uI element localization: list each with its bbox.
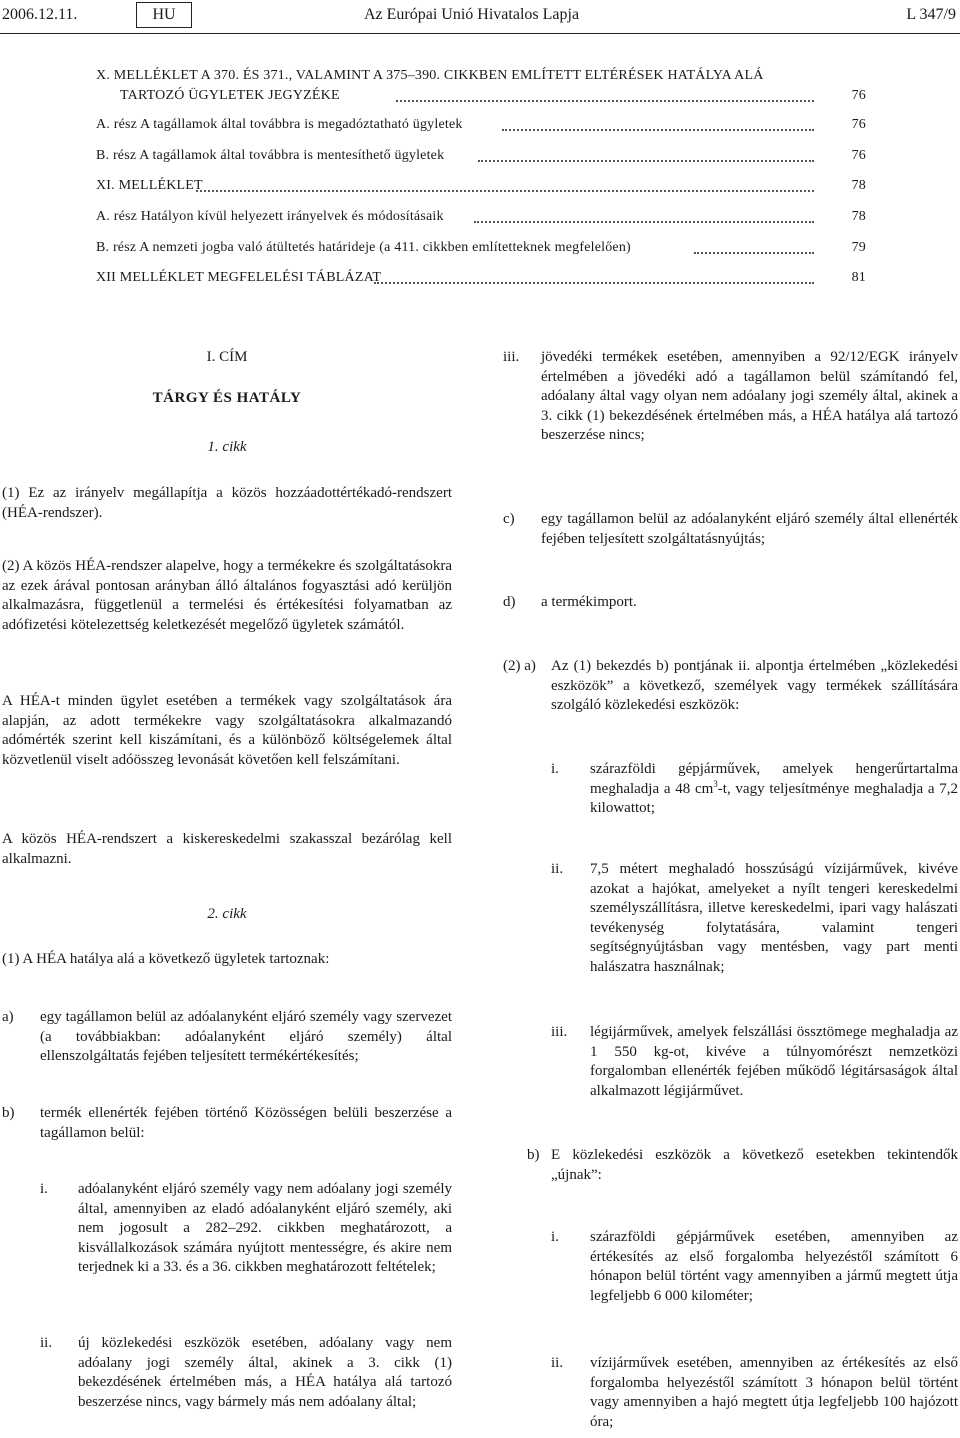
language-badge: HU <box>136 2 192 28</box>
title-heading: I. CÍM <box>206 349 248 365</box>
new-i-label: i. <box>551 1229 559 1245</box>
article-2-heading: 2. cikk <box>207 906 247 922</box>
toc-item-page: 81 <box>851 270 866 285</box>
item-b-text: termék ellenérték fejében történő Közösségen belüli beszerzése a tagállamon belül: <box>40 1105 452 1141</box>
vehicle-iii-text: légijárművek, amelyek felszállási össztömege meghaladja az 1 550 kg-ot, kivéve a túlnyomórészt nemzetközi forgalomban ellenérték fejében működő légitársaságok által alkalmazott légijárművet. <box>590 1024 958 1099</box>
journal-title: Az Európai Unió Hivatalos Lapja <box>364 6 580 23</box>
vehicle-i-text: szárazföldi gépjárművek, amelyek hengerűrtartalma meghaladja a 48 $cm^3-t$, vagy teljesítménye meghaladja a 7,2 kilowattot; <box>590 761 958 816</box>
paragraph-2a-text: Az (1) bekezdés b) pontjának ii. alpontja értelmében „közlekedési eszközök” a következő, személyek vagy termékek szállítására szolgáló közlekedési eszközök: <box>551 658 958 713</box>
toc-item-page: 78 <box>851 209 866 224</box>
toc-item-text: A. rész A tagállamok által továbbra is megadóztatható ügyletek <box>96 117 463 132</box>
toc-title: X. MELLÉKLET A 370. ÉS 371., VALAMINT A 375–390. CIKKBEN EMLÍTETT ELTÉRÉSEK HATÁLYA ALÁ <box>96 68 764 83</box>
vehicle-ii-text: 7,5 métert meghaladó hosszúságú vízijárművek, kivéve azokat a hajókat, amelyeket a nyílt tengeri kereskedelmi személyszállításra, illetve kereskedelmi, ipari vagy halászati tevékenység folytatására, valamint tengeri segítségnyújtásban vagy mentésben, vagy part menti halászatra használnak; <box>590 861 958 975</box>
vehicle-ii-label: ii. <box>551 861 564 877</box>
toc-item-page: 79 <box>851 240 866 255</box>
item-b-ii-text: új közlekedési eszközök esetében, adóalany vagy nem adóalany jogi személy által, akinek a 3. cikk (1) bekezdésének értelmében más, a HÉA hatálya alá tartozó beszerzése nincs, vagy bármely más nem adóalany által; <box>78 1335 452 1410</box>
toc-item-text: XI. MELLÉKLET <box>96 178 203 193</box>
item-b-iii-label: iii. <box>503 349 520 365</box>
paragraph-2a-label: (2) a) <box>503 658 536 674</box>
article-1-paragraph-1: (1) Ez az irányelv megállapítja a közös hozzáadottértékadó-rendszert (HÉA-rendszer). <box>2 485 452 521</box>
item-b-iii-text: jövedéki termékek esetében, amennyiben a 92/12/EGK irányelv értelmében a jövedéki adó a tagállamon belül számítandó fel, adóalany által vagy olyan nem adóalany jogi személy által, akinek a 3. cikk (1) bekezdésének értelmében más, a HÉA hatálya alá tartozó beszerzése nincs; <box>541 349 958 443</box>
article-1-paragraph-4: A közös HÉA-rendszert a kiskereskedelmi szakasszal bezárólag kell alkalmazni. <box>2 831 452 867</box>
cubic-superscript: 3 <box>713 778 718 789</box>
toc-item-page: 78 <box>851 178 866 193</box>
vehicle-i-label: i. <box>551 761 559 777</box>
toc-item-page: 76 <box>851 88 866 103</box>
header-date: 2006.12.11. <box>2 6 78 23</box>
subtitle-heading: TÁRGY ÉS HATÁLY <box>152 390 302 406</box>
item-d-text: a termékimport. <box>541 594 637 610</box>
article-2-paragraph-1: (1) A HÉA hatálya alá a következő ügyletek tartoznak: <box>2 951 330 967</box>
toc-item-text: TARTOZÓ ÜGYLETEK JEGYZÉKE <box>120 88 340 103</box>
new-i-text: szárazföldi gépjárművek esetében, amennyiben az értékesítés az első forgalomba helyezéstől számított 6 hónapon belül történt vagy amennyiben a jármű megtett útja legfeljebb 6 000 kilométer; <box>590 1229 958 1304</box>
item-c-text: egy tagállamon belül az adóalanyként eljáró személy által ellenérték fejében teljesített szolgáltatásnyújtás; <box>541 511 958 547</box>
article-1-paragraph-2: (2) A közös HÉA-rendszer alapelve, hogy a termékekre és szolgáltatásokra az ezek árával pontosan arányban álló általános fogyasztási adó kerüljön alkalmazásra, függetlenül a termelési és értékesítési folyamatban az adófizetési kötelezettség keletkezését megelőző ügyletek számától. <box>2 558 452 633</box>
header-page-number: L 347/9 <box>906 6 956 23</box>
article-1-paragraph-3: A HÉA-t minden ügylet esetében a termékek vagy szolgáltatások ára alapján, az adott termékekre vagy szolgáltatásokra alkalmazandó adómérték szerint kell kiszámítani, és a különböző költségelemek által közvetlenül viselt adóösszeg levonását követően kell felszámítani. <box>2 693 452 768</box>
toc-item-text: B. rész A nemzeti jogba való átültetés határideje (a 411. cikkben említetteknek megfelelően) <box>96 240 631 255</box>
item-b-ii-label: ii. <box>40 1335 53 1351</box>
item-b-i-label: i. <box>40 1181 48 1197</box>
toc-item-text: A. rész Hatályon kívül helyezett irányelvek és módosításaik <box>96 209 444 224</box>
article-1-heading: 1. cikk <box>207 439 247 455</box>
item-a-text: egy tagállamon belül az adóalanyként eljáró személy vagy szervezet (a továbbiakban: adóalanyként eljáró személy) által ellenszolgáltatás fejében teljesített termékértékesítés; <box>40 1009 452 1064</box>
new-ii-text: vízijárművek esetében, amennyiben az értékesítés az első forgalomba helyezéstől számított 3 hónapon belül történt vagy amennyiben a hajó megtett útja legfeljebb 100 hajózott óra; <box>590 1355 958 1430</box>
new-ii-label: ii. <box>551 1355 564 1371</box>
item-b-label: b) <box>2 1105 15 1121</box>
item-c-label: c) <box>503 511 515 527</box>
toc-item-text: XII MELLÉKLET MEGFELELÉSI TÁBLÁZAT <box>96 270 382 285</box>
item-d-label: d) <box>503 594 516 610</box>
paragraph-2b-label: b) <box>527 1147 540 1163</box>
toc-item-page: 76 <box>851 148 866 163</box>
toc-item-page: 76 <box>851 117 866 132</box>
item-a-label: a) <box>2 1009 14 1025</box>
paragraph-2b-text: E közlekedési eszközök a következő esetekben tekintendők „újnak”: <box>551 1147 958 1183</box>
toc-item-text: B. rész A tagállamok által továbbra is mentesíthető ügyletek <box>96 148 445 163</box>
vehicle-iii-label: iii. <box>551 1024 568 1040</box>
item-b-i-text: adóalanyként eljáró személy vagy nem adóalany jogi személy által, amennyiben az eladó adóalanyként eljáró személy, aki nem jogosult a 282–292. cikkben meghatározott, a kisvállalkozások számára nyújtott mentességre, és akire nem terjednek ki a 33. és a 36. cikkben meghatározott feltételek; <box>78 1181 452 1275</box>
